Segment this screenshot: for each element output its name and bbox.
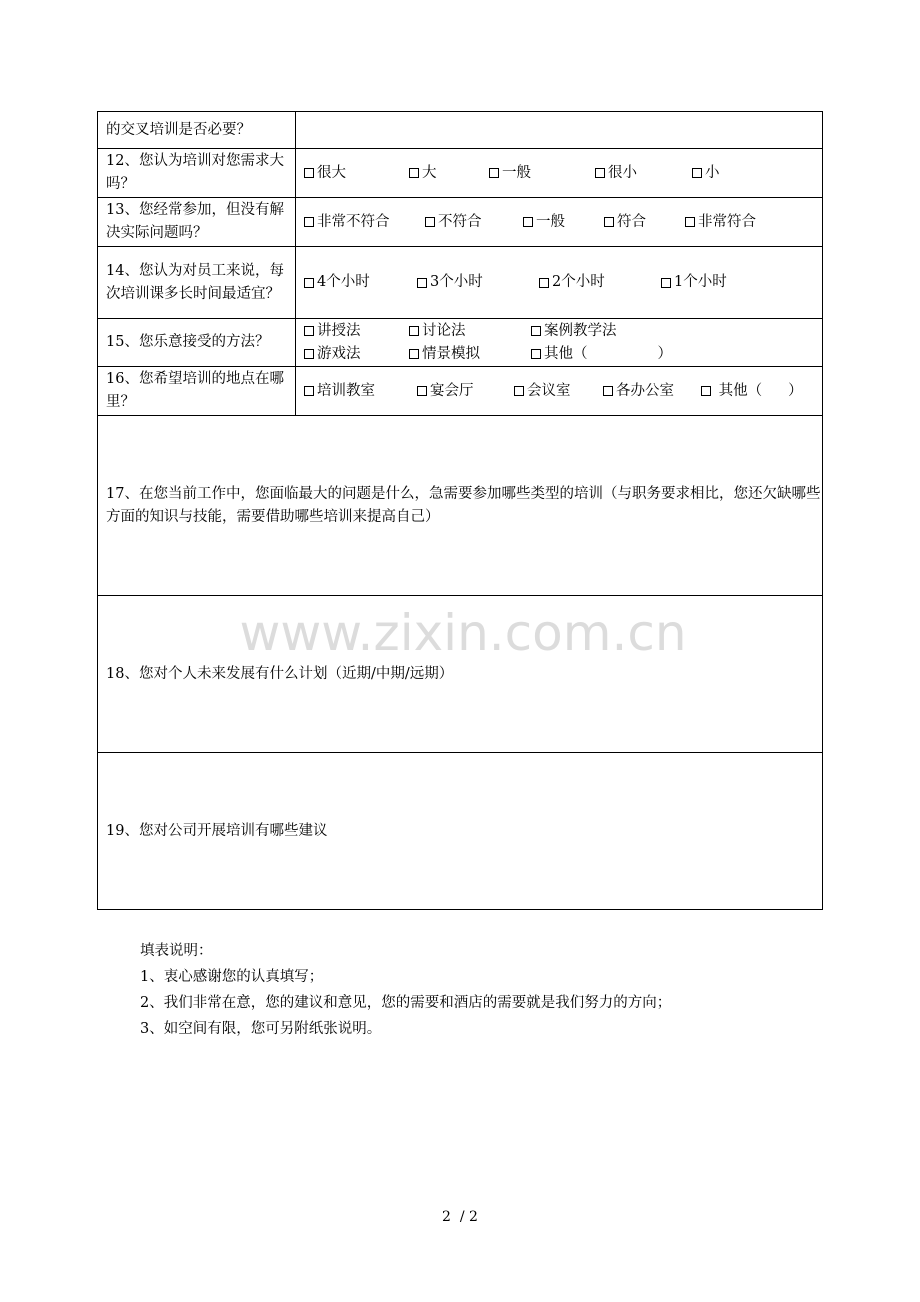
open-question-text: 17、在您当前工作中，您面临最大的问题是什么，急需要参加哪些类型的培训（与职务要求相比，您还欠缺哪些方面的知识与技能，需要借助哪些培训来提高自己） [106, 485, 821, 525]
checkbox-icon[interactable] [304, 326, 314, 336]
checkbox-icon[interactable] [304, 217, 314, 227]
option-checkbox[interactable]: 讨论法 [409, 320, 531, 343]
checkbox-icon[interactable] [514, 386, 524, 396]
option-checkbox[interactable]: 非常符合 [685, 211, 756, 234]
option-checkbox[interactable]: 会议室 [514, 380, 603, 403]
table-row [98, 247, 823, 319]
checkbox-icon[interactable] [603, 386, 613, 396]
table-row [98, 753, 823, 910]
checkbox-icon[interactable] [523, 217, 533, 227]
checkbox-icon[interactable] [489, 168, 499, 178]
notes-title: 填表说明： [140, 943, 213, 959]
option-checkbox[interactable]: 各办公室 [603, 380, 701, 403]
option-checkbox[interactable]: 宴会厅 [417, 380, 514, 403]
option-checkbox[interactable]: 不符合 [425, 211, 523, 234]
answer-cell [296, 149, 823, 198]
open-question-text: 19、您对公司开展培训有哪些建议 [106, 822, 328, 839]
option-checkbox[interactable]: 2个小时 [539, 271, 661, 294]
notes-item: 3、如空间有限，您可另附纸张说明。 [140, 1021, 382, 1037]
option-checkbox[interactable]: 很小 [595, 162, 692, 185]
open-question-text: 18、您对个人未来发展有什么计划（近期/中期/远期） [106, 665, 454, 682]
option-checkbox[interactable]: 非常不符合 [304, 211, 425, 234]
checkbox-icon[interactable] [304, 386, 314, 396]
open-question-cell[interactable] [98, 596, 823, 753]
option-checkbox[interactable]: 情景模拟 [409, 343, 531, 366]
checkbox-icon[interactable] [692, 168, 702, 178]
watermark: www.zixin.com.cn [239, 604, 687, 662]
table-row [98, 416, 823, 596]
checkbox-icon[interactable] [304, 349, 314, 359]
checkbox-icon[interactable] [661, 278, 671, 288]
page-number: 2 / 2 [442, 1209, 478, 1225]
options-group [304, 380, 822, 403]
option-checkbox[interactable]: 3个小时 [417, 271, 539, 294]
checkbox-icon[interactable] [604, 217, 614, 227]
option-checkbox-other[interactable]: 其他（ ） [701, 380, 803, 403]
checkbox-icon[interactable] [417, 278, 427, 288]
survey-table [97, 111, 823, 910]
checkbox-icon[interactable] [304, 168, 314, 178]
open-question-cell[interactable] [98, 416, 823, 596]
checkbox-icon[interactable] [531, 326, 541, 336]
checkbox-icon[interactable] [417, 386, 427, 396]
question-cell: 16、您希望培训的地点在哪里？ [98, 367, 296, 416]
option-checkbox[interactable]: 小 [692, 162, 720, 185]
options-group [304, 271, 822, 294]
answer-cell [296, 367, 823, 416]
option-checkbox-other[interactable]: 其他（ ） [531, 343, 672, 366]
table-row [98, 319, 823, 367]
option-checkbox[interactable]: 一般 [489, 162, 595, 185]
checkbox-icon[interactable] [531, 349, 541, 359]
options-group [304, 320, 822, 343]
option-checkbox[interactable]: 游戏法 [304, 343, 409, 366]
checkbox-icon[interactable] [409, 168, 419, 178]
question-cell: 14、您认为对员工来说，每次培训课多长时间最适宜？ [98, 247, 296, 319]
checkbox-icon[interactable] [409, 349, 419, 359]
options-group [304, 343, 822, 366]
checkbox-icon[interactable] [701, 386, 711, 396]
answer-cell [296, 247, 823, 319]
options-group [304, 162, 822, 185]
options-group [304, 211, 822, 234]
answer-cell [296, 112, 823, 149]
checkbox-icon[interactable] [595, 168, 605, 178]
question-cell: 12、您认为培训对您需求大吗？ [98, 149, 296, 198]
checkbox-icon[interactable] [539, 278, 549, 288]
option-checkbox[interactable]: 一般 [523, 211, 604, 234]
checkbox-icon[interactable] [409, 326, 419, 336]
table-row [98, 198, 823, 247]
notes-item: 1、衷心感谢您的认真填写； [140, 969, 324, 985]
question-cell: 13、您经常参加，但没有解决实际问题吗？ [98, 198, 296, 247]
option-checkbox[interactable]: 大 [409, 162, 489, 185]
question-cell: 15、您乐意接受的方法？ [98, 319, 296, 367]
option-checkbox[interactable]: 4个小时 [304, 271, 417, 294]
table-row [98, 367, 823, 416]
table-row [98, 596, 823, 753]
checkbox-icon[interactable] [685, 217, 695, 227]
option-checkbox[interactable]: 很大 [304, 162, 409, 185]
question-cell: 的交叉培训是否必要？ [98, 112, 296, 149]
option-checkbox[interactable]: 案例教学法 [531, 320, 617, 343]
open-question-cell[interactable] [98, 753, 823, 910]
answer-cell [296, 198, 823, 247]
answer-cell [296, 319, 823, 367]
checkbox-icon[interactable] [304, 278, 314, 288]
notes-item: 2、我们非常在意，您的建议和意见，您的需要和酒店的需要就是我们努力的方向； [140, 995, 672, 1011]
option-checkbox[interactable]: 培训教室 [304, 380, 417, 403]
option-checkbox[interactable]: 1个小时 [661, 271, 727, 294]
table-row [98, 149, 823, 198]
option-checkbox[interactable]: 讲授法 [304, 320, 409, 343]
option-checkbox[interactable]: 符合 [604, 211, 685, 234]
form-notes [140, 938, 671, 1042]
table-row [98, 112, 823, 149]
checkbox-icon[interactable] [425, 217, 435, 227]
